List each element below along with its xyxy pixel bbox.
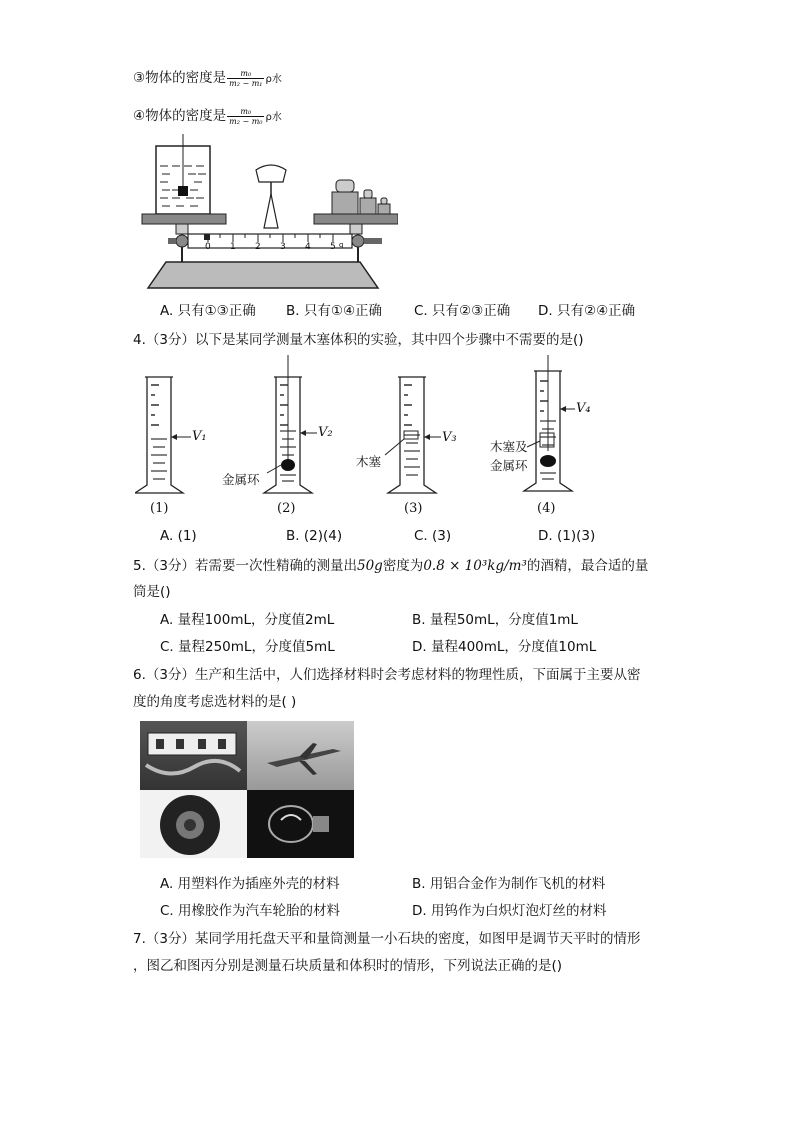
q5-option-b[interactable]: B. 量程50mL，分度值1mL bbox=[412, 612, 578, 628]
label-v2: V₂ bbox=[318, 425, 333, 440]
airplane-image bbox=[247, 721, 354, 790]
q6-stem-line1: 6.（3分）生产和生活中，人们选择材料时会考虑材料的物理性质，下面属于主要从密 bbox=[133, 667, 641, 683]
label-v3: V₃ bbox=[442, 430, 457, 445]
q5-stem-c: 密度为 bbox=[382, 558, 424, 574]
statement-3-text: ③物体的密度是 bbox=[133, 70, 227, 86]
q5-option-c[interactable]: C. 量程250mL，分度值5mL bbox=[160, 639, 335, 655]
q6-option-c[interactable]: C. 用橡胶作为汽车轮胎的材料 bbox=[160, 903, 341, 919]
label-v1: V₁ bbox=[192, 429, 207, 444]
statement-4-text: ④物体的密度是 bbox=[133, 108, 227, 124]
q3-option-b[interactable]: B. 只有①④正确 bbox=[286, 303, 383, 319]
q7-stem-line2: ，图乙和图丙分别是测量石块质量和体积时的情形，下列说法正确的是() bbox=[133, 958, 563, 974]
q4-option-a[interactable]: A. (1) bbox=[160, 528, 197, 544]
q5-mass: 50g bbox=[356, 558, 383, 574]
scale-0: 0 bbox=[205, 242, 211, 252]
label-cork-ring-2: 金属环 bbox=[490, 458, 528, 473]
q5-density: 0.8 × 10³kg/m³ bbox=[423, 558, 527, 574]
scale-1: 1 bbox=[230, 242, 236, 252]
q5-option-d[interactable]: D. 量程400mL，分度值10mL bbox=[412, 639, 597, 655]
q4-option-c[interactable]: C. (3) bbox=[414, 528, 452, 544]
q7-stem-line1: 7.（3分）某同学用托盘天平和量筒测量一小石块的密度，如图甲是调节天平时的情形 bbox=[133, 931, 641, 947]
q3-option-a[interactable]: A. 只有①③正确 bbox=[160, 303, 256, 319]
q5-stem-e: 的酒精，最合适的量 bbox=[526, 558, 649, 574]
caption-3: (3) bbox=[404, 501, 423, 516]
materials-photo bbox=[140, 721, 354, 858]
q5-stem-a: 5.（3分）若需要一次性精确的测量出 bbox=[133, 558, 357, 574]
q5-option-a[interactable]: A. 量程100mL，分度值2mL bbox=[160, 612, 335, 628]
power-strip-image bbox=[140, 721, 247, 790]
caption-2: (2) bbox=[277, 501, 296, 516]
label-cork-ring-1: 木塞及 bbox=[490, 439, 528, 454]
scale-5: 5 bbox=[330, 242, 336, 252]
q4-stem: 4.（3分）以下是某同学测量木塞体积的实验，其中四个步骤中不需要的是() bbox=[133, 332, 584, 348]
q6-option-a[interactable]: A. 用塑料作为插座外壳的材料 bbox=[160, 876, 340, 892]
caption-4: (4) bbox=[537, 501, 556, 516]
fraction-3 bbox=[227, 69, 264, 88]
rho-water-4: ρ水 bbox=[265, 112, 282, 123]
object-block bbox=[178, 186, 188, 196]
q6-option-b[interactable]: B. 用铝合金作为制作飞机的材料 bbox=[412, 876, 606, 892]
label-cork: 木塞 bbox=[356, 454, 382, 469]
scale-3: 3 bbox=[280, 242, 286, 252]
q4-option-b[interactable]: B. (2)(4) bbox=[286, 528, 343, 544]
q3-option-d[interactable]: D. 只有②④正确 bbox=[538, 303, 636, 319]
scale-unit: g bbox=[339, 241, 344, 249]
fraction-4-denominator: m₂ − m₀ bbox=[229, 116, 263, 126]
balance-figure bbox=[128, 130, 398, 292]
label-metal-ring: 金属环 bbox=[222, 472, 260, 487]
fraction-4-numerator: m₀ bbox=[227, 107, 264, 117]
light-bulb-image bbox=[247, 790, 354, 859]
q5-stem bbox=[133, 554, 648, 574]
rho-water-3: ρ水 bbox=[265, 74, 282, 85]
fraction-3-numerator: m₀ bbox=[227, 69, 264, 79]
q6-stem-line2: 度的角度考虑选材料的是( ) bbox=[133, 694, 297, 710]
tire-image bbox=[140, 790, 247, 859]
fraction-3-denominator: m₂ − m₁ bbox=[229, 78, 263, 88]
q5-stem-line2: 筒是() bbox=[133, 584, 171, 600]
caption-1: (1) bbox=[150, 501, 169, 516]
statement-4 bbox=[133, 104, 282, 126]
q6-option-d[interactable]: D. 用钨作为白炽灯泡灯丝的材料 bbox=[412, 903, 607, 919]
scale-4: 4 bbox=[305, 242, 311, 252]
scale-2: 2 bbox=[255, 242, 261, 252]
q3-option-c[interactable]: C. 只有②③正确 bbox=[414, 303, 511, 319]
cylinders-figure bbox=[135, 355, 615, 500]
fraction-4 bbox=[227, 107, 264, 126]
q4-option-d[interactable]: D. (1)(3) bbox=[538, 528, 596, 544]
metal-ring bbox=[281, 459, 295, 471]
statement-3 bbox=[133, 66, 282, 88]
label-v4: V₄ bbox=[576, 401, 591, 416]
